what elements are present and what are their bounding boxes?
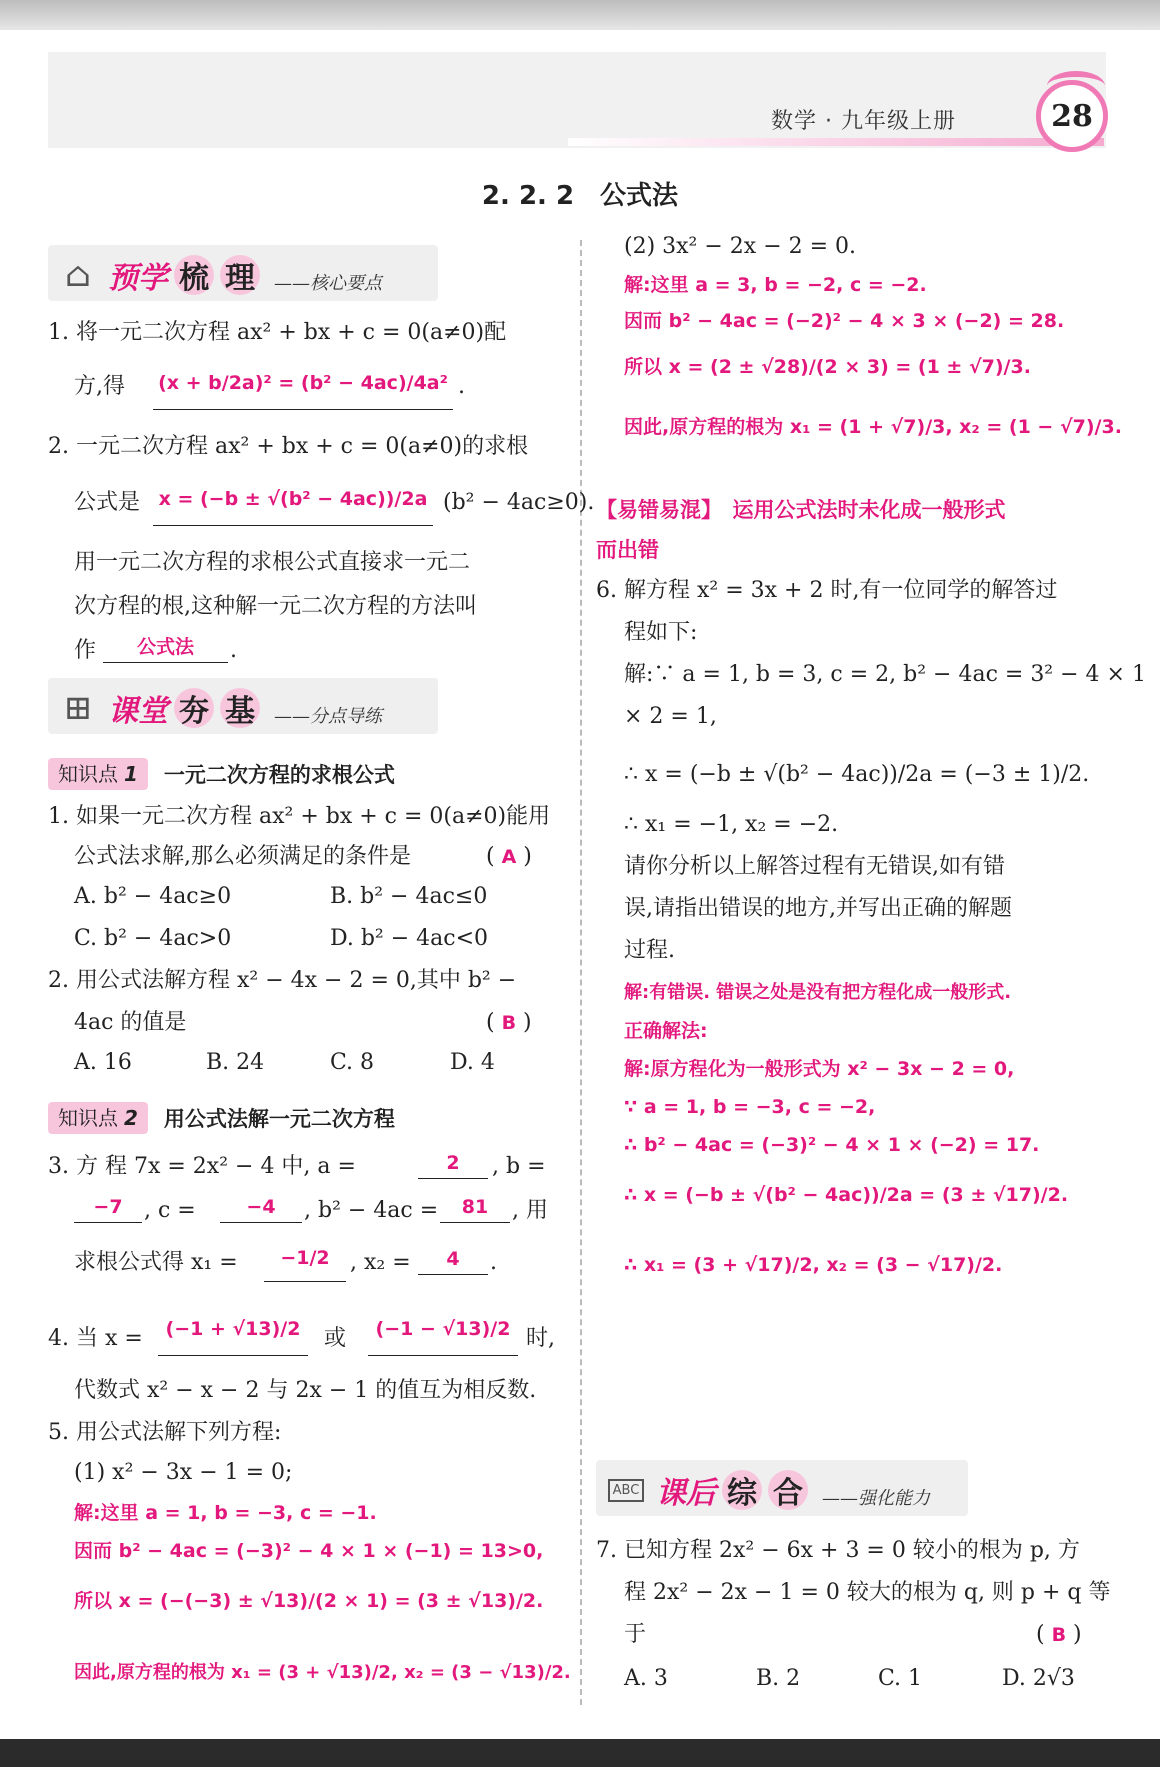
solution-line: 因而 b² − 4ac = (−2)² − 4 × 3 × (−2) = 28. [624, 310, 1065, 332]
solution-line: 所以 x = (−(−3) ± √13)/(2 × 1) = (3 ± √13)/2. [74, 1590, 544, 1612]
answer-choice: ( B ) [486, 1010, 532, 1035]
option: B. b² − 4ac≤0 [330, 884, 488, 909]
section-label: 课堂 [108, 694, 168, 729]
option: B. 24 [206, 1050, 265, 1075]
section-label-char: 基 [220, 688, 260, 728]
solution-line: 因而 b² − 4ac = (−3)² − 4 × 1 × (−1) = 13>0, [74, 1540, 544, 1562]
top-frame [0, 0, 1160, 30]
question-text: 6. 解方程 x² = 3x + 2 时,有一位同学的解答过 [596, 578, 1058, 603]
solution-line: 解:原方程化为一般形式为 x² − 3x − 2 = 0, [624, 1058, 1015, 1080]
section-label-char: 夯 [174, 688, 214, 728]
section-label: 课后 [656, 1476, 716, 1511]
solution-line: 解:这里 a = 3, b = −2, c = −2. [624, 274, 927, 296]
question-text: 1. 如果一元二次方程 ax² + bx + c = 0(a≠0)能用 [48, 804, 551, 829]
answer-blank: 公式法 [103, 632, 228, 663]
question-text: 程 2x² − 2x − 1 = 0 较大的根为 q, 则 p + q 等 [624, 1580, 1111, 1605]
knowledge-point-1: 知识点 1 一元二次方程的求根公式 [48, 758, 395, 790]
bottom-frame [0, 1739, 1160, 1767]
question-text: , 用 [512, 1198, 548, 1223]
after-section-header [596, 1460, 930, 1520]
question-text: 时, [526, 1326, 555, 1351]
answer-blank: −7 [74, 1192, 142, 1223]
option: D. 2√3 [1002, 1666, 1075, 1691]
answer-blank: x = (−b ± √(b² − 4ac))/2a [153, 480, 433, 526]
question-text: ∴ x = (−b ± √(b² − 4ac))/2a = (−3 ± 1)/2. [624, 762, 1090, 787]
question-text: 2. 一元二次方程 ax² + bx + c = 0(a≠0)的求根 [48, 434, 529, 459]
question-text: 程如下: [624, 620, 698, 645]
question-text: 4ac 的值是 [74, 1010, 187, 1035]
question-text: 公式是 [74, 490, 141, 515]
question-text: , c = [144, 1198, 196, 1223]
section-subtitle: ——核心要点 [274, 273, 382, 294]
preview-section-header [48, 245, 382, 305]
question-text: ∴ x₁ = −1, x₂ = −2. [624, 812, 839, 837]
answer-blank: (−1 + √13)/2 [158, 1306, 308, 1356]
question-text: 4. 当 x = [48, 1326, 143, 1351]
answer-blank: −4 [220, 1192, 302, 1223]
class-section-header [48, 678, 382, 738]
question-text: 误,请指出错误的地方,并写出正确的解题 [624, 896, 1012, 921]
question-text: 用一元二次方程的求根公式直接求一元二 [74, 550, 471, 575]
question-text: 3. 方 程 7x = 2x² − 4 中, a = [48, 1154, 356, 1179]
question-text: 次方程的根,这种解一元二次方程的方法叫 [74, 594, 477, 619]
solution-line: 解:有错误. 错误之处是没有把方程化成一般形式. [624, 982, 1012, 1003]
subject-label: 数学 · 九年级上册 [771, 109, 956, 134]
option: A. b² − 4ac≥0 [74, 884, 232, 909]
question-text: (2) 3x² − 2x − 2 = 0. [624, 234, 857, 259]
solution-line: ∴ b² − 4ac = (−3)² − 4 × 1 × (−2) = 17. [624, 1134, 1040, 1156]
solution-line: ∵ a = 1, b = −3, c = −2, [624, 1096, 876, 1118]
header-accent [568, 138, 1104, 146]
option: A. 3 [624, 1666, 668, 1691]
solution-line: ∴ x = (−b ± √(b² − 4ac))/2a = (3 ± √17)/2. [624, 1184, 1069, 1206]
book-icon: ABC [596, 1462, 656, 1518]
section-label-char: 综 [722, 1470, 762, 1510]
section-label-char: 理 [220, 255, 260, 295]
mistake-heading: 【易错易混】 运用公式法时未化成一般形式 [596, 498, 1006, 522]
question-text: , b² − 4ac = [304, 1198, 439, 1223]
answer-blank: 81 [440, 1192, 510, 1223]
answer-blank: (x + b/2a)² = (b² − 4ac)/4a² [153, 364, 453, 410]
option: D. 4 [450, 1050, 495, 1075]
answer-choice: ( B ) [1036, 1622, 1082, 1647]
knowledge-point-2: 知识点 2 用公式法解一元二次方程 [48, 1102, 395, 1134]
section-subtitle: ——强化能力 [822, 1488, 930, 1509]
answer-blank: (−1 − √13)/2 [368, 1306, 518, 1356]
question-text: × 2 = 1, [624, 704, 717, 729]
solution-line: ∴ x₁ = (3 + √17)/2, x₂ = (3 − √17)/2. [624, 1254, 1003, 1276]
option: C. 1 [878, 1666, 923, 1691]
option: C. b² − 4ac>0 [74, 926, 232, 951]
question-text: 解:∵ a = 1, b = 3, c = 2, b² − 4ac = 3² − 4 × 1 [624, 662, 1146, 687]
option: D. b² − 4ac<0 [330, 926, 489, 951]
section-label-char: 合 [768, 1470, 808, 1510]
column-divider [580, 240, 582, 1705]
section-subtitle: ——分点导练 [274, 706, 382, 727]
question-text: , b = [492, 1154, 546, 1179]
question-text: 公式法求解,那么必须满足的条件是 [74, 844, 411, 869]
answer-blank: −1/2 [264, 1238, 346, 1282]
question-text: 过程. [624, 938, 675, 963]
solution-line: 正确解法: [624, 1020, 708, 1042]
question-text: 代数式 x² − x − 2 与 2x − 1 的值互为相反数. [74, 1378, 537, 1403]
option: A. 16 [74, 1050, 132, 1075]
section-label: 预学 [108, 261, 168, 296]
question-text: 作 [74, 638, 97, 663]
solution-line: 因此,原方程的根为 x₁ = (3 + √13)/2, x₂ = (3 − √13)/2. [74, 1662, 571, 1683]
option: C. 8 [330, 1050, 375, 1075]
question-text: 或 [324, 1326, 347, 1351]
option: B. 2 [756, 1666, 801, 1691]
section-label-char: 梳 [174, 255, 214, 295]
question-text: 于 [624, 1622, 647, 1647]
answer-choice: ( A ) [486, 844, 532, 869]
mistake-heading: 而出错 [596, 538, 659, 562]
house-icon: ⌂ [65, 255, 91, 295]
backpack-icon: ⊞ [63, 688, 93, 728]
solution-line: 所以 x = (2 ± √28)/(2 × 3) = (1 ± √7)/3. [624, 356, 1031, 378]
question-text: , x₂ = [350, 1250, 411, 1275]
answer-blank: 2 [418, 1148, 488, 1179]
solution-line: 解:这里 a = 1, b = −3, c = −1. [74, 1502, 377, 1524]
solution-line: 因此,原方程的根为 x₁ = (1 + √7)/3, x₂ = (1 − √7)/3. [624, 416, 1122, 438]
question-text: 请你分析以上解答过程有无错误,如有错 [624, 854, 1005, 879]
section-title: 2. 2. 2 公式法 [481, 181, 679, 211]
page-number-badge: 28 [1036, 80, 1108, 152]
page-header [48, 52, 1106, 148]
question-text: 方,得 [74, 374, 125, 399]
question-text: 1. 将一元二次方程 ax² + bx + c = 0(a≠0)配 [48, 320, 507, 345]
question-text: 2. 用公式法解方程 x² − 4x − 2 = 0,其中 b² − [48, 968, 517, 993]
question-text: (b² − 4ac≥0). [443, 490, 595, 515]
question-text: (1) x² − 3x − 1 = 0; [74, 1460, 293, 1485]
answer-blank: 4 [418, 1244, 488, 1275]
question-text: 5. 用公式法解下列方程: [48, 1420, 282, 1445]
question-text: 7. 已知方程 2x² − 6x + 3 = 0 较小的根为 p, 方 [596, 1538, 1080, 1563]
question-text: 求根公式得 x₁ = [74, 1250, 238, 1275]
